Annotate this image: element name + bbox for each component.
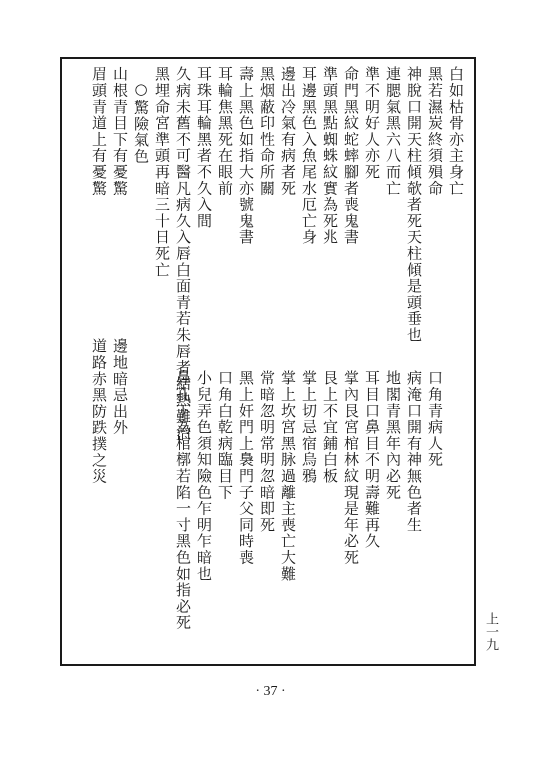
text-column: 壽上黑色如指大亦號鬼書 bbox=[237, 66, 255, 246]
text-column: 準頭黑點蜘蛛紋實為死兆 bbox=[321, 66, 339, 246]
frame-top-line bbox=[60, 57, 476, 59]
text-column: 連腮氣黑六八而亡 bbox=[384, 66, 402, 197]
text-column: 黑烟蔽印性命所關 bbox=[258, 66, 276, 197]
text-column: 命門黑紋蛇蟀腳者喪鬼書 bbox=[342, 66, 360, 246]
text-column: 眉頭青道上有憂驚 bbox=[90, 66, 108, 197]
frame-right-line bbox=[474, 57, 476, 666]
text-column: 掌上坎宮黑脉過離主喪亡大難 bbox=[279, 370, 297, 582]
text-column: 黑埋命宮準頭再暗三十日死亡 bbox=[153, 66, 171, 278]
text-column: 準不明好人亦死 bbox=[363, 66, 381, 181]
text-column: 病淹口開有神無色者生 bbox=[405, 370, 423, 533]
text-column: 邊地暗忌出外 bbox=[111, 338, 129, 436]
text-column: 掌內艮宮棺林紋現是年必死 bbox=[342, 370, 360, 566]
text-column: 黑若濕炭終須殞命 bbox=[426, 66, 444, 197]
frame-bottom-line bbox=[60, 664, 476, 666]
text-column: 掌上切忌宿烏鴉 bbox=[300, 370, 318, 485]
text-column: 耳邊黑色入魚尾水厄亡身 bbox=[300, 66, 318, 246]
text-column: 鼻孔下為棺槨若陷一寸黑色如指必死 bbox=[174, 370, 192, 631]
text-column: 小兒弄色須知險色乍明乍暗也 bbox=[195, 370, 213, 582]
text-column: 口角白乾病臨目下 bbox=[216, 370, 234, 501]
text-column: 白如枯骨亦主身亡 bbox=[447, 66, 465, 197]
text-column: 地閣青黑年內必死 bbox=[384, 370, 402, 501]
page-number: · 37 · bbox=[255, 684, 286, 699]
text-column: 耳珠耳輪黑者不久入間 bbox=[195, 66, 213, 229]
text-column: 邊出冷氣有病者死 bbox=[279, 66, 297, 197]
section-heading: ○驚險氣色 bbox=[132, 80, 150, 165]
text-column: 黑上奸門上裊門子父同時喪 bbox=[237, 370, 255, 566]
text-column: 山根青目下有憂驚 bbox=[111, 66, 129, 197]
frame-left-line bbox=[60, 57, 62, 666]
text-column: 常暗忽明常明忽暗即死 bbox=[258, 370, 276, 533]
side-page-number: 上一九 bbox=[483, 612, 498, 651]
text-column: 耳輪焦黑死在眼前 bbox=[216, 66, 234, 197]
text-column: 艮上不宜鋪白板 bbox=[321, 370, 339, 485]
text-column: 口角青病人死 bbox=[426, 370, 444, 468]
text-column: 久病未舊不可醫凡病久入唇白面青若朱唇者結熱難治 bbox=[174, 66, 192, 441]
text-column: 道路赤黑防跌撲之災 bbox=[90, 338, 108, 485]
text-column: 神脫口開天柱傾欹者死天柱傾是頭垂也 bbox=[405, 66, 423, 344]
text-column: 耳目口鼻目不明壽難再久 bbox=[363, 370, 381, 550]
